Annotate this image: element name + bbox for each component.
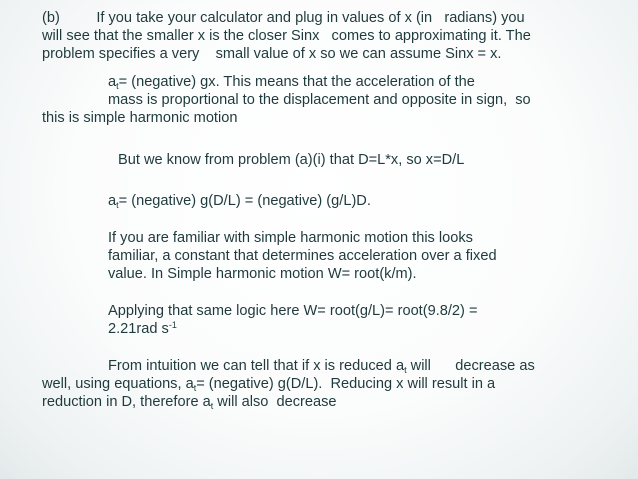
angular-frequency-line-1: Applying that same logic here W= root(g/L)= root(9.8/2) = — [108, 303, 478, 319]
paragraph-b-line-1: (b) If you take your calculator and plug in values of x (in radians) you — [42, 10, 525, 26]
shm-familiar-line-1: If you are familiar with simple harmonic motion this looks — [108, 230, 473, 246]
paragraph-b-line-2: will see that the smaller x is the closer Sinx comes to approximating it. The — [42, 28, 531, 44]
shm-familiar-line-2: familiar, a constant that determines acceleration over a fixed — [108, 248, 497, 264]
acceleration-equation-1: $a_t=$ (negative) gx. This means that the acceleration of the — [108, 74, 475, 91]
displacement-relation: But we know from problem (a)(i) that D=L*x, so x=D/L — [118, 152, 465, 168]
conclusion-line-1: From intuition we can tell that if x is reduced $a_t$ will decrease as — [108, 358, 535, 375]
acceleration-equation-2: $a_t=$ (negative) g(D/L) = (negative) (g/L)D. — [108, 193, 371, 210]
shm-explanation-line-1: mass is proportional to the displacement and opposite in sign, so — [108, 92, 531, 108]
conclusion-line-3: reduction in D, therefore $a_t$ will also decrease — [42, 394, 337, 411]
shm-familiar-line-3: value. In Simple harmonic motion W= root(k/m). — [108, 266, 417, 282]
shm-explanation-line-2: this is simple harmonic motion — [42, 110, 238, 126]
paragraph-b-line-3: problem specifies a very small value of x so we can assume Sinx = x. — [42, 46, 502, 62]
conclusion-line-2: well, using equations, $a_t=$ (negative) g(D/L). Reducing x will result in a — [42, 376, 496, 393]
angular-frequency-result: 2.21rad $s^{-1}$ — [108, 320, 177, 337]
